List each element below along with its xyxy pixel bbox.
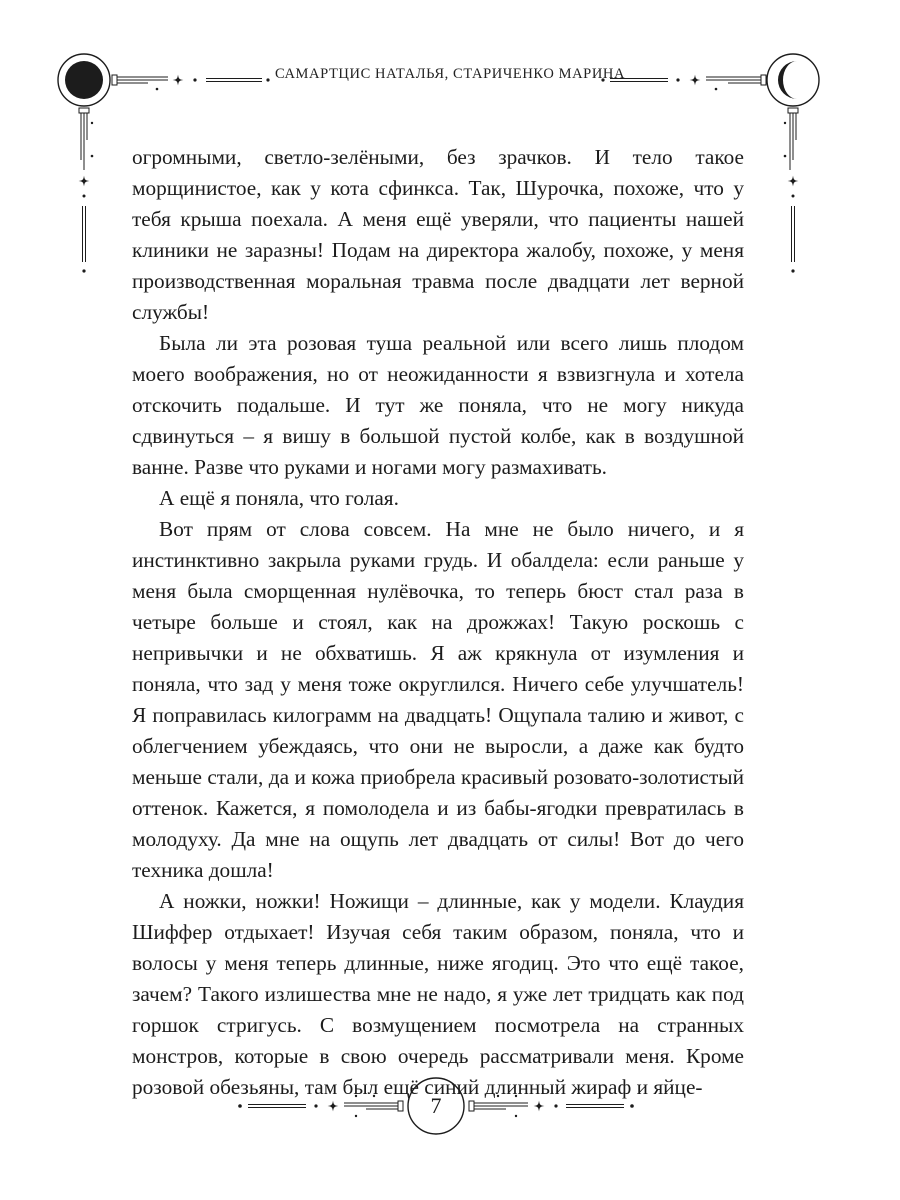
page-number: 7 — [430, 1093, 442, 1118]
full-moon-icon — [58, 54, 110, 106]
running-header-authors: САМАРТЦИС НАТАЛЬЯ, СТАРИЧЕНКО МАРИНА — [274, 66, 626, 82]
page-body-text — [132, 142, 744, 1103]
paragraph: А ножки, ножки! Ножищи – длинные, как у модели. Клаудия Шиффер отдыхает! Изучая себя таким образом, поняла, что и волосы у меня теперь длинные, ниже ягодиц. Это что ещё такое, зачем? Такого излишества мне не надо, я уже лет тридцать как под горшок стригусь. С возмущением посмотрела на странных монстров, которые в свою очередь рассматривали меня. Кроме розовой обезьяны, там был ещё синий длинный жираф и яйце- — [132, 889, 744, 1099]
crescent-moon-icon — [767, 54, 819, 106]
paragraph: Вот прям от слова совсем. На мне не было ничего, и я инстинктивно закрыла руками грудь. И обалдела: если раньше у меня была сморщенная нулёвочка, то теперь бюст стал раза в четыре больше и стоял, как на дрожжах! Такую роскошь с непривычки и не обхватишь. Я аж крякнула от изумления и поняла, что зад у меня тоже округлился. Ничего себе улучшатель! Я поправилась килограмм на двадцать! Ощупала талию и живот, с облегчением убеждаясь, что они не выросли, а даже как будто меньше стали, да и кожа приобрела красивый розовато-золотистый оттенок. Кажется, я помолодела и из бабы-ягодки превратилась в молодуху. Да мне на ощупь лет двадцать от силы! Вот до чего техника дошла! — [132, 517, 744, 882]
paragraph-continued: огромными, светло-зелёными, без зрачков. И тело такое морщинистое, как у кота сфинкса. Так, Шурочка, похоже, что у тебя крыша поехала. А меня ещё уверяли, что пациенты нашей клиники не заразны! Подам на директора жалобу, похоже, у меня производственная моральная травма после двадцати лет верной службы! — [132, 145, 744, 324]
paragraph: А ещё я поняла, что голая. — [159, 486, 399, 510]
paragraph: Была ли эта розовая туша реальной или всего лишь плодом моего воображения, но от неожиданности я взвизгнула и хотела отскочить подальше. И тут же поняла, что не могу никуда сдвинуться – я вишу в большой пустой колбе, как в воздушной ванне. Разве что руками и ногами могу размахивать. — [132, 331, 744, 479]
side-rule-right — [784, 108, 799, 273]
header-rule-left — [112, 75, 270, 91]
side-rule-left — [79, 108, 94, 273]
